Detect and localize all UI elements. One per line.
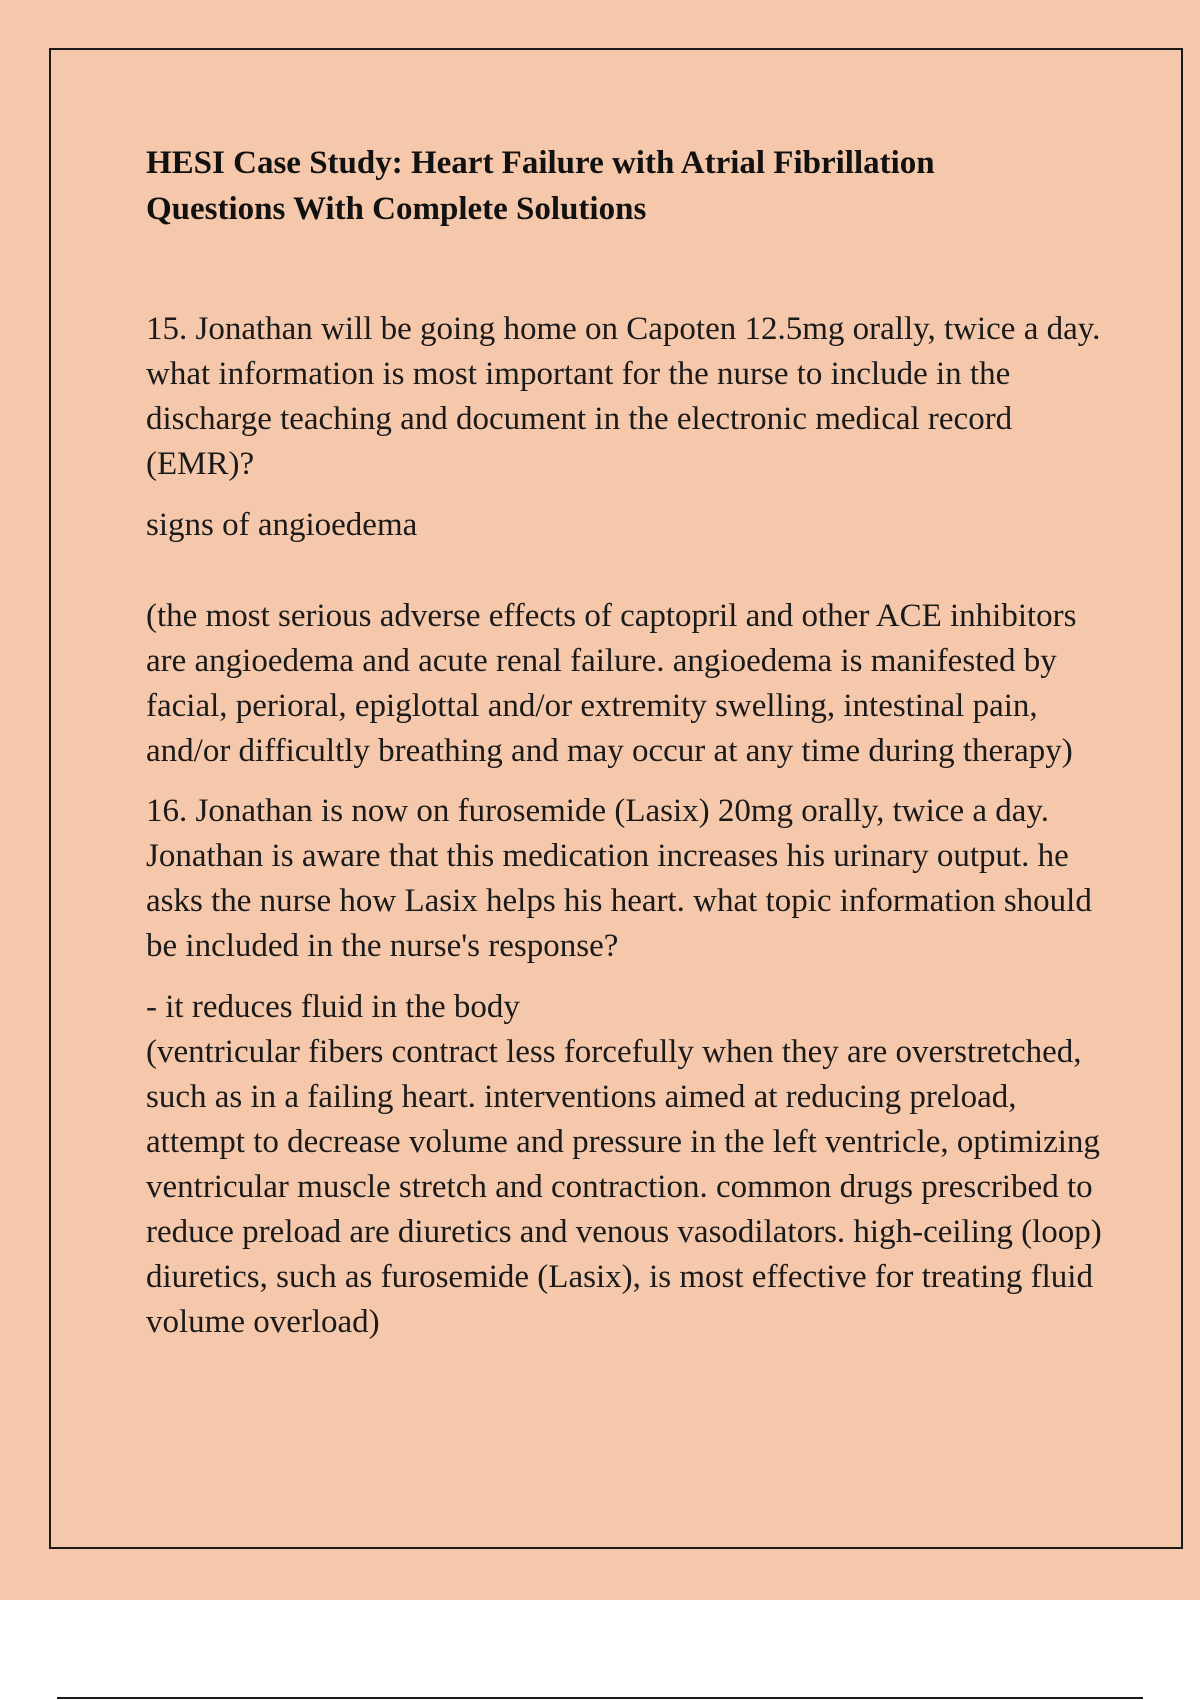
title-line-1: HESI Case Study: Heart Failure with Atrial Fibrillation [146,145,935,181]
answer-16: - it reduces fluid in the body [146,989,520,1025]
question-15: 15. Jonathan will be going home on Capoten 12.5mg orally, twice a day. what information is most important for the nurse to include in the discharge teaching and document in the electronic medical record (EMR)? [146,311,1101,482]
answer-15: signs of angioedema [146,507,418,543]
rationale-16: (ventricular fibers contract less forcefully when they are overstretched, such as in a failing heart. interventions aimed at reducing preload, attempt to decrease volume and pressure in the left ventricle, optimizing ventricular muscle stretch and contraction. common drugs prescribed to reduce preload are diuretics and venous vasodilators. high-ceiling (loop) diuretics, such as furosemide (Lasix), is most effective for treating fluid volume overload) [146,1034,1102,1340]
footer-divider [57,1697,1143,1699]
title-line-2: Questions With Complete Solutions [146,191,647,227]
document-title [146,140,1106,232]
question-16: 16. Jonathan is now on furosemide (Lasix) 20mg orally, twice a day. Jonathan is aware that this medication increases his urinary output. he asks the nurse how Lasix helps his heart. what topic information should be included in the nurse's response? [146,793,1092,964]
rationale-15: (the most serious adverse effects of captopril and other ACE inhibitors are angioedema and acute renal failure. angioedema is manifested by facial, perioral, epiglottal and/or extremity swelling, intestinal pain, and/or difficultly breathing and may occur at any time during therapy) [146,598,1077,769]
document-content [146,140,1106,1345]
